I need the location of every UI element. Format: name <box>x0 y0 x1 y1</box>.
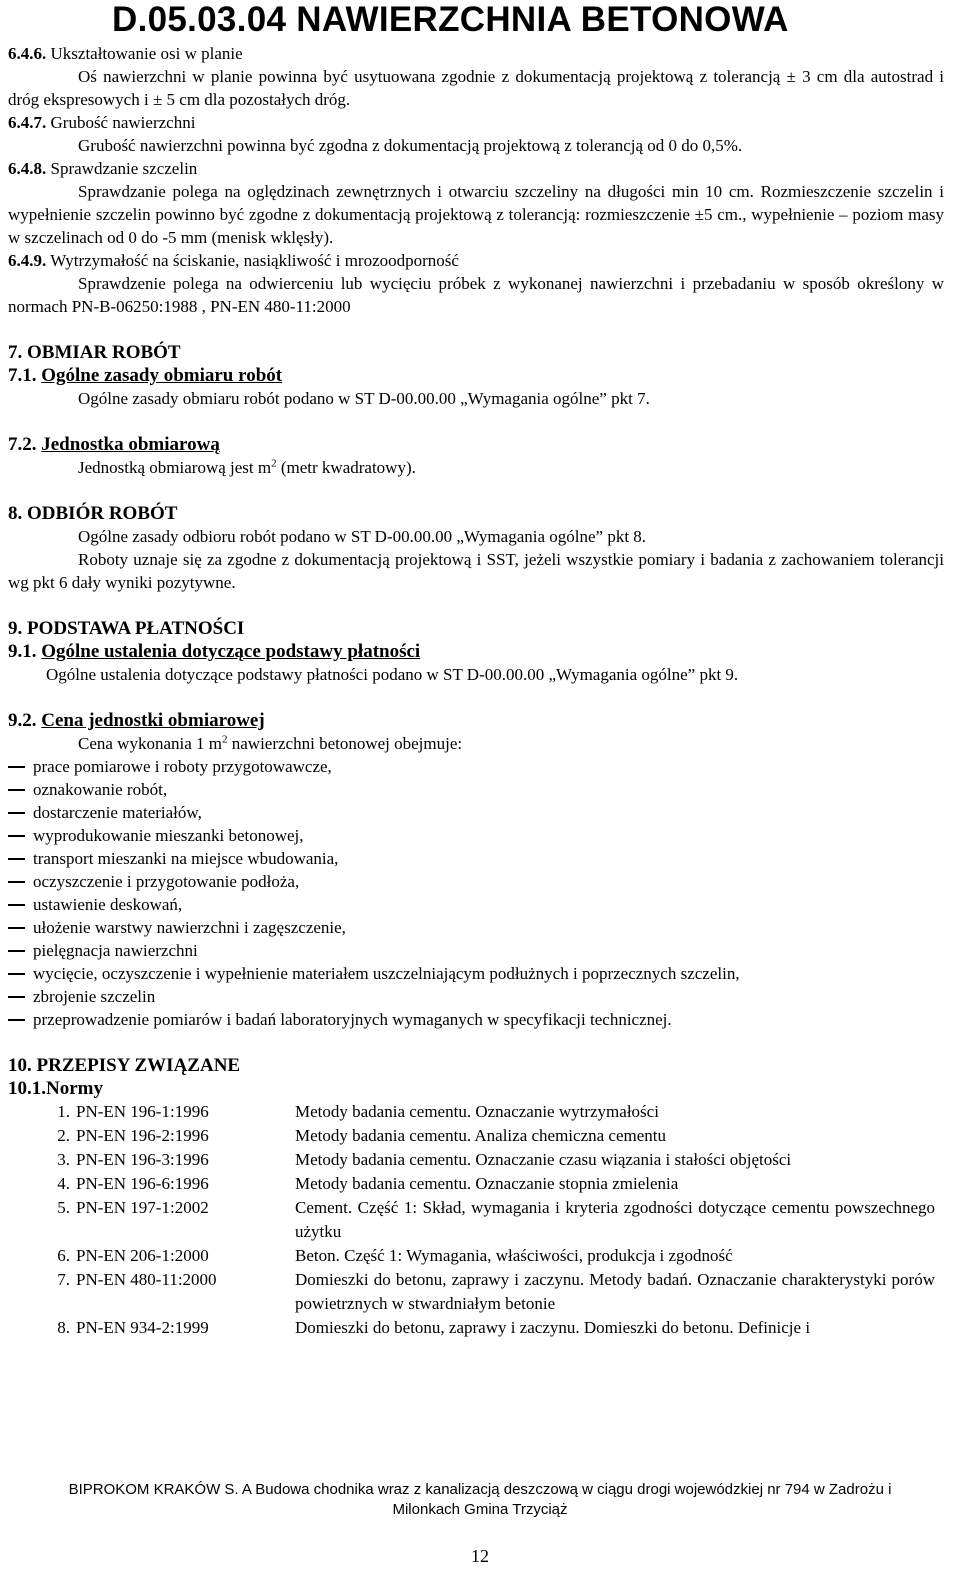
superscript: 2 <box>271 457 277 470</box>
section-number: 6.4.7. <box>8 113 47 132</box>
section-number: 6.4.9. <box>8 251 47 270</box>
list-item: transport mieszanki na miejsce wbudowania, <box>8 847 944 870</box>
table-row <box>8 1172 935 1196</box>
spacer <box>8 479 944 502</box>
norm-description: Metody badania cementu. Oznaczanie stopnia zmielenia <box>295 1174 679 1193</box>
section-title: Ukształtowanie osi w planie <box>46 44 243 63</box>
subsection-10-1-title: 10.1.Normy <box>8 1078 103 1099</box>
list-item: ustawienie deskowań, <box>8 893 944 916</box>
paragraph: Sprawdzenie polega na odwierceniu lub wycięciu próbek z wykonanej nawierzchni i przebadaniu w sposób określony w normach PN-B-06250:1988 , PN-EN 480-11:2000 <box>8 274 944 316</box>
norm-description: Metody badania cementu. Analiza chemiczna cementu <box>295 1126 667 1145</box>
norm-code: PN-EN 934-2:1999 <box>76 1318 209 1337</box>
list-item: zbrojenie szczelin <box>8 985 944 1008</box>
subsection-9-1-title <box>8 640 944 663</box>
paragraph <box>8 732 944 755</box>
list-item: dostarczenie materiałów, <box>8 801 944 824</box>
section-number: 7.2. <box>8 434 37 455</box>
norm-code: PN-EN 196-1:1996 <box>76 1102 209 1121</box>
table-row <box>8 1124 935 1148</box>
paragraph: Ogólne zasady obmiaru robót podano w ST D-00.00.00 „Wymagania ogólne” pkt 7. <box>78 389 650 408</box>
section-number: 9.2. <box>8 710 37 731</box>
paragraph <box>8 456 944 479</box>
norm-code: PN-EN 206-1:2000 <box>76 1246 209 1265</box>
section-title: Ogólne ustalenia dotyczące podstawy płatności <box>41 641 421 662</box>
paragraph: Roboty uznaje się za zgodne z dokumentacją projektową i SST, jeżeli wszystkie pomiary i badania z zachowaniem tolerancji wg pkt 6 dały wyniki pozytywne. <box>8 550 944 592</box>
list-item: prace pomiarowe i roboty przygotowawcze, <box>8 755 944 778</box>
document-body <box>8 42 944 1340</box>
page-footer <box>10 1480 950 1520</box>
list-item: pielęgnacja nawierzchni <box>8 939 944 962</box>
norm-number: 1. <box>57 1102 70 1121</box>
text-fragment: (metr kwadratowy). <box>276 458 416 477</box>
section-8-heading: 8. ODBIÓR ROBÓT <box>8 503 178 524</box>
norm-description: Metody badania cementu. Oznaczanie czasu wiązania i stałości objętości <box>295 1150 792 1169</box>
footer-line: Milonkach Gmina Trzyciąż <box>392 1501 568 1518</box>
section-number: 6.4.8. <box>8 159 47 178</box>
cost-items-list <box>8 755 944 1031</box>
norm-description: Metody badania cementu. Oznaczanie wytrzymałości <box>295 1102 659 1121</box>
norms-table <box>8 1100 935 1340</box>
table-row <box>8 1244 935 1268</box>
section-title: Cena jednostki obmiarowej <box>41 710 265 731</box>
section-title: Ogólne zasady obmiaru robót <box>41 365 283 386</box>
norm-number: 7. <box>57 1270 70 1289</box>
spacer <box>8 1031 944 1054</box>
table-row <box>8 1148 935 1172</box>
norm-code: PN-EN 196-3:1996 <box>76 1150 209 1169</box>
subsection-9-2-title <box>8 709 944 732</box>
subsection-7-2-title <box>8 433 944 456</box>
norm-description: Beton. Część 1: Wymagania, właściwości, produkcja i zgodność <box>295 1246 733 1265</box>
norm-description: Domieszki do betonu, zaprawy i zaczynu. Domieszki do betonu. Definicje i <box>295 1318 811 1337</box>
section-title: Wytrzymałość na ściskanie, nasiąkliwość i mrozoodporność <box>46 251 459 270</box>
text-fragment: Cena wykonania 1 m <box>78 734 222 753</box>
table-row <box>8 1268 935 1316</box>
footer-line: BIPROKOM KRAKÓW S. A Budowa chodnika wraz z kanalizacją deszczową w ciągu drogi wojewódzkiej nr 794 w Zadrożu i <box>68 1481 892 1498</box>
norm-number: 8. <box>57 1318 70 1337</box>
list-item: wycięcie, oczyszczenie i wypełnienie materiałem uszczelniającym podłużnych i poprzecznych szczelin, <box>8 962 944 985</box>
list-item: przeprowadzenie pomiarów i badań laboratoryjnych wymaganych w specyfikacji technicznej. <box>8 1008 944 1031</box>
list-item: ułożenie warstwy nawierzchni i zagęszczenie, <box>8 916 944 939</box>
subsection-6-4-9-title <box>8 249 944 272</box>
list-item: oczyszczenie i przygotowanie podłoża, <box>8 870 944 893</box>
table-row <box>8 1196 935 1244</box>
superscript: 2 <box>222 733 228 746</box>
paragraph: Ogólne ustalenia dotyczące podstawy płatności podano w ST D-00.00.00 „Wymagania ogólne” pkt 9. <box>46 665 739 684</box>
spacer <box>8 686 944 709</box>
norm-number: 6. <box>57 1246 70 1265</box>
text-fragment: nawierzchni betonowej obejmuje: <box>227 734 463 753</box>
section-10-heading: 10. PRZEPISY ZWIĄZANE <box>8 1055 241 1076</box>
section-title: Grubość nawierzchni <box>46 113 196 132</box>
paragraph: Oś nawierzchni w planie powinna być usytuowana zgodnie z dokumentacją projektową z tolerancją ± 3 cm dla autostrad i dróg ekspresowych i ± 5 cm dla pozostałych dróg. <box>8 67 944 109</box>
text-fragment: Jednostką obmiarową jest m <box>78 458 272 477</box>
list-item: wyprodukowanie mieszanki betonowej, <box>8 824 944 847</box>
section-title: Sprawdzanie szczelin <box>46 159 198 178</box>
spacer <box>8 594 944 617</box>
norm-number: 3. <box>57 1150 70 1169</box>
section-number: 7.1. <box>8 365 37 386</box>
subsection-6-4-8-title <box>8 157 944 180</box>
table-row <box>8 1100 935 1124</box>
norm-number: 4. <box>57 1174 70 1193</box>
spacer <box>8 318 944 341</box>
norm-code: PN-EN 196-6:1996 <box>76 1174 209 1193</box>
norm-number: 5. <box>57 1198 70 1217</box>
paragraph: Grubość nawierzchni powinna być zgodna z dokumentacją projektową z tolerancją od 0 do 0,5%. <box>78 136 743 155</box>
norm-code: PN-EN 196-2:1996 <box>76 1126 209 1145</box>
section-number: 9.1. <box>8 641 37 662</box>
table-row <box>8 1316 935 1340</box>
page-number: 12 <box>471 1546 489 1566</box>
subsection-6-4-7-title <box>8 111 944 134</box>
norm-description: Cement. Część 1: Skład, wymagania i kryteria zgodności dotyczące cementu powszechnego użytku <box>295 1198 935 1241</box>
paragraph: Sprawdzanie polega na oględzinach zewnętrznych i otwarciu szczeliny na długości min 10 cm. Rozmieszczenie szczelin i wypełnienie szczelin powinno być zgodne z dokumentacją projektową z tolerancją: rozmieszczenie ±5 cm., wypełnienie – poziom masy w szczelinach od 0 do -5 mm (menisk wklęsły). <box>8 182 944 247</box>
paragraph: Ogólne zasady odbioru robót podano w ST D-00.00.00 „Wymagania ogólne” pkt 8. <box>78 527 647 546</box>
spacer <box>8 410 944 433</box>
section-number: 6.4.6. <box>8 44 47 63</box>
section-title: Jednostka obmiarową <box>41 434 220 455</box>
page-header: D.05.03.04 NAWIERZCHNIA BETONOWA <box>112 0 789 39</box>
norm-number: 2. <box>57 1126 70 1145</box>
subsection-6-4-6-title <box>8 42 944 65</box>
norm-code: PN-EN 197-1:2002 <box>76 1198 209 1217</box>
section-7-heading: 7. OBMIAR ROBÓT <box>8 342 181 363</box>
subsection-7-1-title <box>8 364 944 387</box>
list-item: oznakowanie robót, <box>8 778 944 801</box>
norm-description: Domieszki do betonu, zaprawy i zaczynu. Metody badań. Oznaczanie charakterystyki porów powietrznych w stwardniałym betonie <box>295 1270 935 1313</box>
section-9-heading: 9. PODSTAWA PŁATNOŚCI <box>8 618 245 639</box>
norm-code: PN-EN 480-11:2000 <box>76 1270 217 1289</box>
